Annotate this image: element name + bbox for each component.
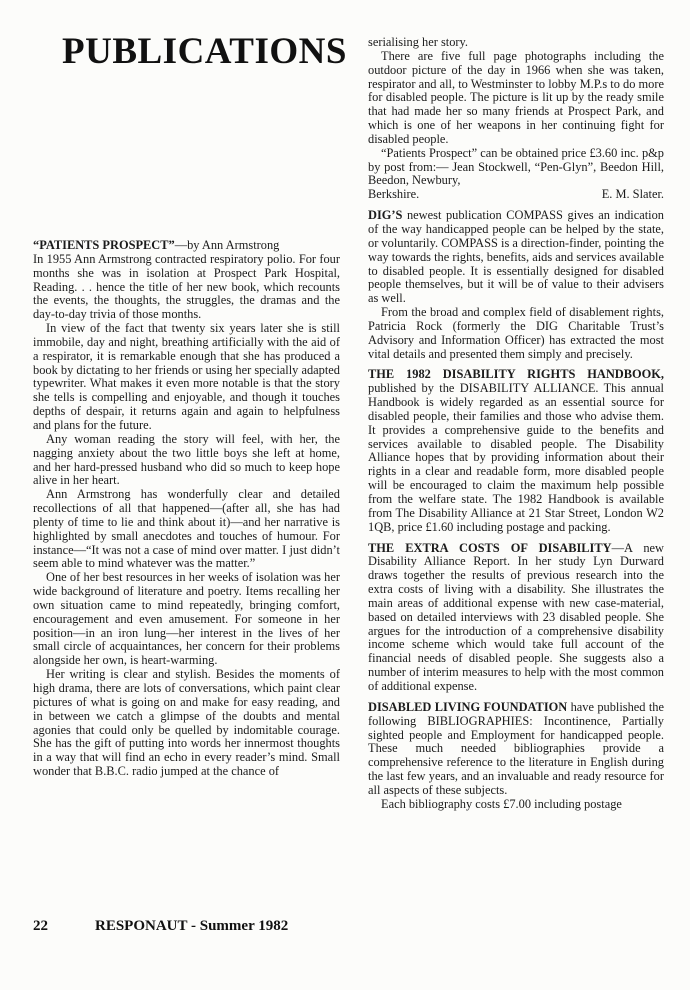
body-paragraph: Any woman reading the story will feel, with her, the nagging anxiety about the two little boys she left at home, and her hard-pressed husband who did so much to keep hope alive in her heart. xyxy=(33,431,340,488)
section-paragraph: THE 1982 DISABILITY RIGHTS HANDBOOK, published by the DISABILITY ALLIANCE. This annual Handbook is widely regarded as an essential source for disabled people, their families and those who advise them. It provides a comprehensive guide to the benefits and services available to disabled people. The Disability Alliance hopes that by providing information about their rights in a clear and readable form, more disabled people will be encouraged to claim the maximum help possible from the welfare state. The 1982 Handbook is available from The Disability Alliance at 21 Star Street, London W2 1QB, price £1.60 including postage and packing. xyxy=(368,367,664,534)
section-paragraph: “PATIENTS PROSPECT”—by Ann Armstrong In 1955 Ann Armstrong contracted respiratory polio. For four months she was in isolation at Prospect Park Hospital, Reading. . . hence the title of her new book, which recounts the events, the thoughts, the struggles, the dramas and the day-to-day trivia of those months. xyxy=(33,238,340,322)
section-paragraph: THE EXTRA COSTS OF DISABILITY—A new Disability Alliance Report. In her study Lyn Durward draws together the results of previous research into the extra costs of living with a disability. She illustrates the main areas of additional expense with new case-material, based on detailed interviews with 23 disabled people. She argues for the introduction of a comprehensive disability income scheme which would take full account of the financial needs of disabled people. She suggests also a number of interim measures to help with the most common of additional expense. xyxy=(368,540,664,693)
body-paragraph: Her writing is clear and stylish. Besides the moments of high drama, there are lots of conversations, which paint clear pictures of what is going on and make for easy reading, and in between we catch a glimpse of the doubts and mental agonies that could only be quelled by indomitable courage. She has the gift of putting into words her innermost thoughts in a way that will find an echo in every reader’s mind. Small wonder that B.B.C. radio jumped at the chance of xyxy=(33,667,340,779)
body-paragraph: From the broad and complex field of disablement rights, Patricia Rock (formerly the DIG Charitable Trust’s Advisory and Information Officer) has extracted the most vital details and presented them simply and precisely. xyxy=(368,305,664,361)
section-paragraph: DIG’S newest publication COMPASS gives an indication of the way handicapped people can be helped by the state, or voluntarily. COMPASS is a direction-finder, pointing the way towards the rights, benefits, aids and services available to disabled people. It is essentially designed for disabled people themselves, but it will be of value to their advisers as well. xyxy=(368,208,664,306)
section-paragraph: DISABLED LIVING FOUNDATION have published the following BIBLIOGRAPHIES: Incontinence, Partially sighted people and Employment for handicapped people. These much needed bibliographies provide a comprehensive reference to the literature in English during the last few years, and an invaluable and ready resource for all aspects of these subjects. xyxy=(368,699,664,797)
body-paragraph: Ann Armstrong has wonderfully clear and detailed recollections of all that happened—(after all, she has had plenty of time to lie and think about it)—and her narrative is highlighted by small anecdotes and touches of humour. For instance—“It was not a case of mind over matter. I just didn’t seem able to mind whatever was the matter.” xyxy=(33,487,340,571)
page-number: 22 xyxy=(33,918,48,934)
paragraph-lead: DISABLED LIVING FOUNDATION xyxy=(368,699,568,714)
paragraph-lead: THE 1982 DISABILITY RIGHTS HANDBOOK, xyxy=(368,367,664,382)
body-paragraph: There are five full page photographs including the outdoor picture of the day in 1966 when she was taken, respirator and all, to Westminster to lobby M.P.s to do more for disabled people. The picture is lit up by the ready smile that had made her so many friends at Prospect Park, and which is one of her weapons in her continuing fight for disabled people. xyxy=(368,48,664,146)
body-paragraph: serialising her story. xyxy=(368,35,469,49)
signature-line-right: E. M. Slater. xyxy=(601,187,664,202)
body-paragraph: Each bibliography costs £7.00 including postage xyxy=(381,796,622,811)
body-paragraph: “Patients Prospect” can be obtained price £3.60 inc. p&p by post from:— Jean Stockwell, “Pen-Glyn”, Beedon Hill, Beedon, Newbury, Berkshire. E. M. Slater. xyxy=(368,145,664,202)
paragraph-lead: “PATIENTS PROSPECT” xyxy=(33,238,175,252)
signature-line xyxy=(368,188,664,202)
right-column-text xyxy=(368,36,664,812)
paragraph-lead: THE EXTRA COSTS OF DISABILITY xyxy=(368,540,612,555)
left-column-text xyxy=(33,239,340,779)
body-paragraph: One of her best resources in her weeks of isolation was her wide background of literature and poetry. Items recalling her own situation came to mind repeatedly, bringing comfort, encouragement and even amusement. For someone in her position—in an iron lung—her interest in the lives of her small circle of acquaintances, her concern for their problems alongside her own, is heart-warming. xyxy=(33,570,340,668)
journal-title: RESPONAUT - Summer 1982 xyxy=(95,918,289,934)
body-paragraph: In view of the fact that twenty six years later she is still immobile, day and night, breathing artificially with the aid of a respirator, it is remarkable enough that she has produced a book by dictating to her friends or using her specially adapted typewriter. What makes it even more notable is that the story she tells is compelling and enjoyable, and though it touches depths of despair, it returns again and again to helpfulness and plans for the future. xyxy=(33,321,340,432)
page-footer xyxy=(33,918,340,935)
page-title: PUBLICATIONS xyxy=(62,31,347,72)
paragraph-lead: DIG’S xyxy=(368,208,403,223)
signature-line-left: Berkshire. xyxy=(368,187,420,202)
